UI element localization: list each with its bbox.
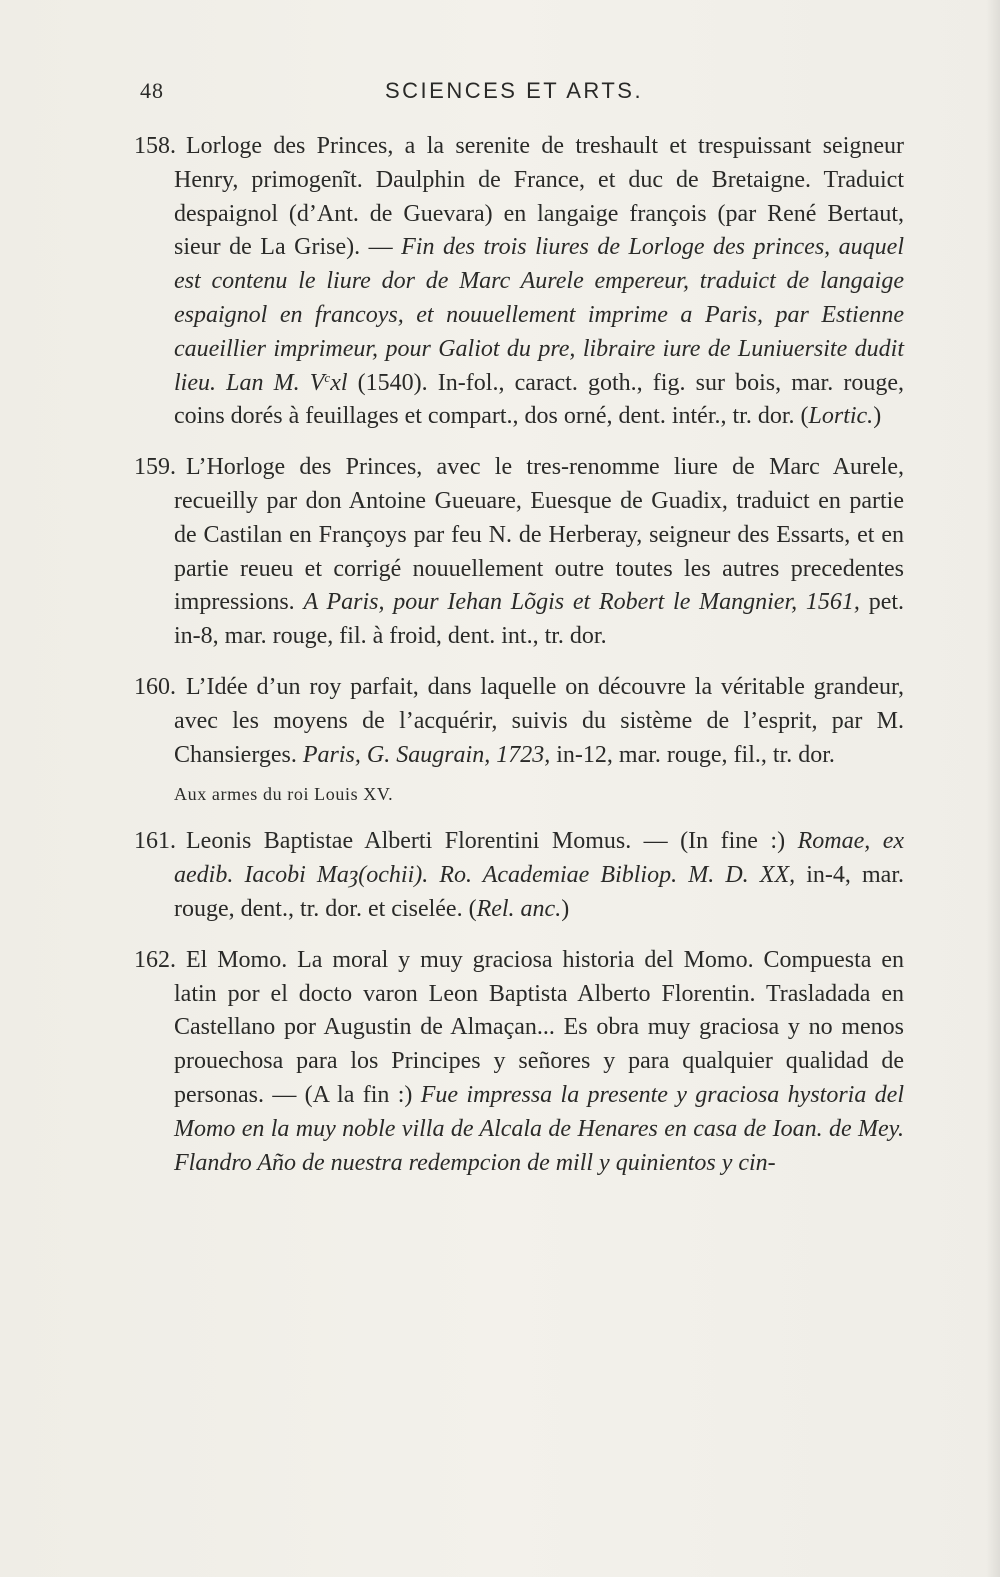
catalogue-entry-159: [134, 451, 904, 654]
entry-text: El Momo. La moral y muy graciosa historia del Momo. Compuesta en latin por el docto varon Leon Baptista Alberto Florentin. Trasladada en Castellano por Augustin de Almaçan... Es obra muy graciosa y no menos prouechosa para los Principes y señores y para qualquier qualidad de personas. — (A la fin :): [174, 946, 904, 1108]
page-header: [0, 78, 1000, 112]
entry-number: 161.: [134, 828, 176, 855]
entry-number: 160.: [134, 673, 176, 700]
entry-text: pet. in-8, mar. rouge, fil. à froid, dent. int., tr. dor.: [174, 589, 905, 650]
entry-italic-text: Fue impressa la presente y graciosa hystoria del Momo en la muy noble villa de Alcala de Henares en casa de Ioan. de Mey. Flandro Año de nuestra redempcion de mill y quinientos y cin-: [174, 1081, 904, 1176]
entry-text: ): [873, 403, 882, 430]
entry-text: in-12, mar. rouge, fil., tr. dor.: [556, 741, 835, 768]
entry-text: Lorloge des Princes, a la serenite de treshault et trespuissant seigneur Henry, primogenĩt. Daulphin de France, et duc de Bretaigne. Traduict despaignol (d’Ant. de Guevara) en langaige françois (par René Bertaut, sieur de La Grise). —: [174, 133, 904, 261]
catalogue-entry-158: [134, 130, 904, 434]
entry-italic-text: Fin des trois liures de Lorloge des princes, auquel est contenu le liure dor de Marc Aurele empereur, traduict de langaige espaignol en francoys, et nouuellement imprime a Paris, par Estienne caueillier imprimeur, pour Galiot du pre, libraire iure de Luniuersite dudit lieu. Lan M. V: [174, 234, 905, 396]
entry-text: L’Idée d’un roy parfait, dans laquelle on découvre la véritable grandeur, avec les moyens de l’acquérir, suivis du sistème de l’esprit, par M. Chansierges.: [174, 673, 904, 768]
page-edge-shadow: [986, 0, 1000, 1577]
entry-text: in-4, mar. rouge, dent., tr. dor. et ciselée. (: [174, 862, 905, 922]
entry-text: (1540). In-fol., caract. goth., fig. sur bois, mar. rouge, coins dorés à feuillages et compart., dos orné, dent. intér., tr. dor. (: [174, 369, 904, 430]
catalogue-entry-160: [134, 671, 904, 772]
binder-name: Rel. anc.: [476, 895, 562, 922]
entry-number: 158.: [134, 133, 176, 159]
entry-number: 159.: [134, 454, 176, 481]
catalogue-entries: [134, 130, 904, 1197]
entry-italic-text: Romae, ex aedib. Iacobi Maȝ(ochii). Ro. Academiae Bibliop. M. D. XX,: [174, 828, 905, 889]
entry-italic-text: Paris, G. Saugrain, 1723,: [302, 741, 551, 768]
catalogue-entry-162: [134, 944, 904, 1181]
catalogue-entry-161: [134, 825, 904, 926]
page-number: 48: [140, 78, 164, 103]
entry-text: ): [561, 895, 570, 922]
running-title: SCIENCES ET ARTS.: [385, 78, 644, 103]
binder-name: Lortic.: [808, 403, 874, 430]
entry-italic-text: xl: [330, 369, 348, 396]
entry-number: 162.: [134, 946, 176, 973]
entry-superscript: c: [324, 369, 331, 385]
entry-note: Aux armes du roi Louis XV.: [174, 784, 394, 805]
entry-text: L’Horloge des Princes, avec le tres-renomme liure de Marc Aurele, recueilly par don Antoine Gueuare, Euesque de Guadix, traduict en partie de Castilan en Françoys par feu N. de Herberay, seigneur des Essarts, et en partie reueu et corrigé nouuellement outre toutes les autres precedentes impressions.: [174, 454, 904, 616]
entry-italic-text: A Paris, pour Iehan Lõgis et Robert le Mangnier, 1561,: [303, 589, 860, 616]
entry-text: Leonis Baptistae Alberti Florentini Momus. — (In fine :): [186, 828, 786, 855]
